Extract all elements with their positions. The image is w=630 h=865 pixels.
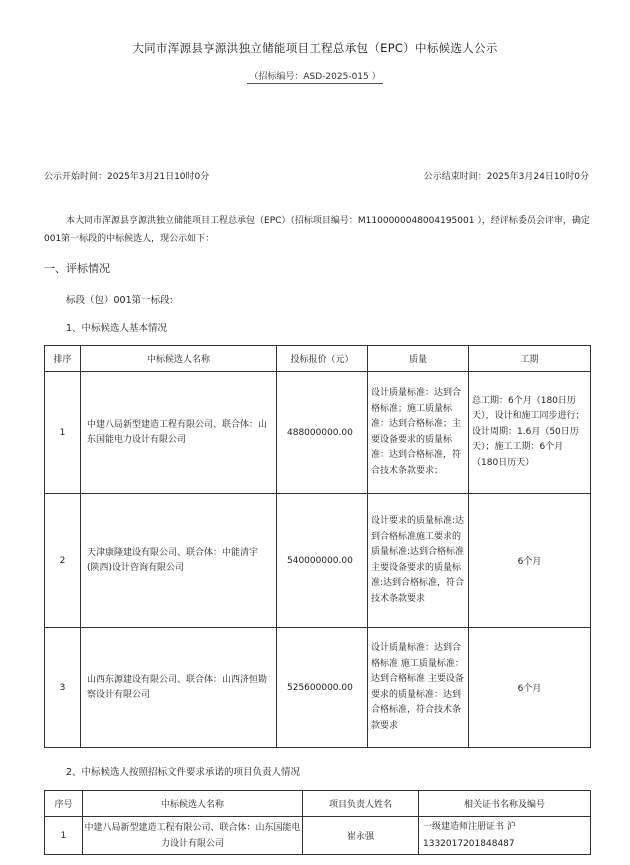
- project-manager-table: [44, 790, 591, 855]
- cell-certificate: 一级建造师注册证书 沪1332017201848487: [419, 817, 591, 855]
- subheading-candidates: 1、中标候选人基本情况: [66, 323, 168, 334]
- table-row: [45, 494, 591, 628]
- cell-price: 525600000.00: [277, 628, 368, 748]
- cell-price: 488000000.00: [277, 372, 368, 494]
- cell-name: 中建八局新型建造工程有限公司、联合体：山东国能电力设计有限公司: [83, 817, 303, 855]
- header-name: 中标候选人名称: [83, 791, 303, 817]
- end-time: 公示结束时间：2025年3月24日10时0分: [423, 172, 589, 182]
- header-manager: 项目负责人姓名: [303, 791, 419, 817]
- start-time: 公示开始时间：2025年3月21日10时0分: [44, 172, 210, 182]
- cell-rank: 3: [45, 628, 81, 748]
- bid-code: [0, 69, 630, 82]
- cell-rank: 1: [45, 372, 81, 494]
- cell-quality: 设计质量标准：达到合格标准；施工质量标准：达到合格标准；主要设备要求的质量标准：达到合格标准，符合技术条款要求；: [368, 372, 469, 494]
- cell-name: 山西东源建设有限公司、联合体：山西济恒勘察设计有限公司: [81, 628, 277, 748]
- cell-price: 540000000.00: [277, 494, 368, 628]
- section-heading-evaluation: 一、评标情况: [44, 262, 110, 275]
- cell-no: 1: [45, 817, 83, 855]
- cell-period: 总工期：6个月（180日历天），设计和施工同步进行；设计周期：1.6月（50日历天）；施工工期：6个月（180日历天）: [469, 372, 591, 494]
- cell-quality: 设计质量标准：达到合格标准 施工质量标准：达到合格标准 主要设备要求的质量标准：达到合格标准，符合技术条款要求: [368, 628, 469, 748]
- cell-period: 6个月: [469, 494, 591, 628]
- cell-rank: 2: [45, 494, 81, 628]
- header-period: 工期: [469, 346, 591, 372]
- header-certificate: 相关证书名称及编号: [419, 791, 591, 817]
- candidates-table: [44, 345, 591, 748]
- header-price: 投标报价（元）: [277, 346, 368, 372]
- cell-period: 6个月: [469, 628, 591, 748]
- intro-paragraph: 本大同市浑源县亨源洪独立储能项目工程总承包（EPC）（招标项目编号：M1100000048004195001 ），经评标委员会评审，确定001第一标段的中标候选人，现公示如下：: [44, 216, 590, 244]
- header-name: 中标候选人名称: [81, 346, 277, 372]
- table-row: [45, 628, 591, 748]
- subheading-project-manager: 2、中标候选人按照招标文件要求承诺的项目负责人情况: [66, 767, 301, 778]
- table-row: [45, 372, 591, 494]
- cell-quality: 设计要求的质量标准:达到合格标准施工要求的质量标准:达到合格标准主要设备要求的质量标准:达到合格标准，符合技术条款要求: [368, 494, 469, 628]
- cell-manager: 崔永强: [303, 817, 419, 855]
- header-no: 序号: [45, 791, 83, 817]
- table-header-row: [45, 791, 591, 817]
- table-row: [45, 817, 591, 855]
- lot-label: 标段（包）001第一标段:: [66, 295, 173, 306]
- header-rank: 排序: [45, 346, 81, 372]
- table-header-row: [45, 346, 591, 372]
- header-quality: 质量: [368, 346, 469, 372]
- cell-name: 中建八局新型建造工程有限公司、联合体：山东国能电力设计有限公司: [81, 372, 277, 494]
- page-title: 大同市浑源县亨源洪独立储能项目工程总承包（EPC）中标候选人公示: [132, 41, 498, 55]
- bid-code-text: （招标编号：ASD-2025-015 ）: [249, 72, 381, 82]
- cell-name: 天津康隆建设有限公司、联合体：中能清宇(陕西)设计咨询有限公司: [81, 494, 277, 628]
